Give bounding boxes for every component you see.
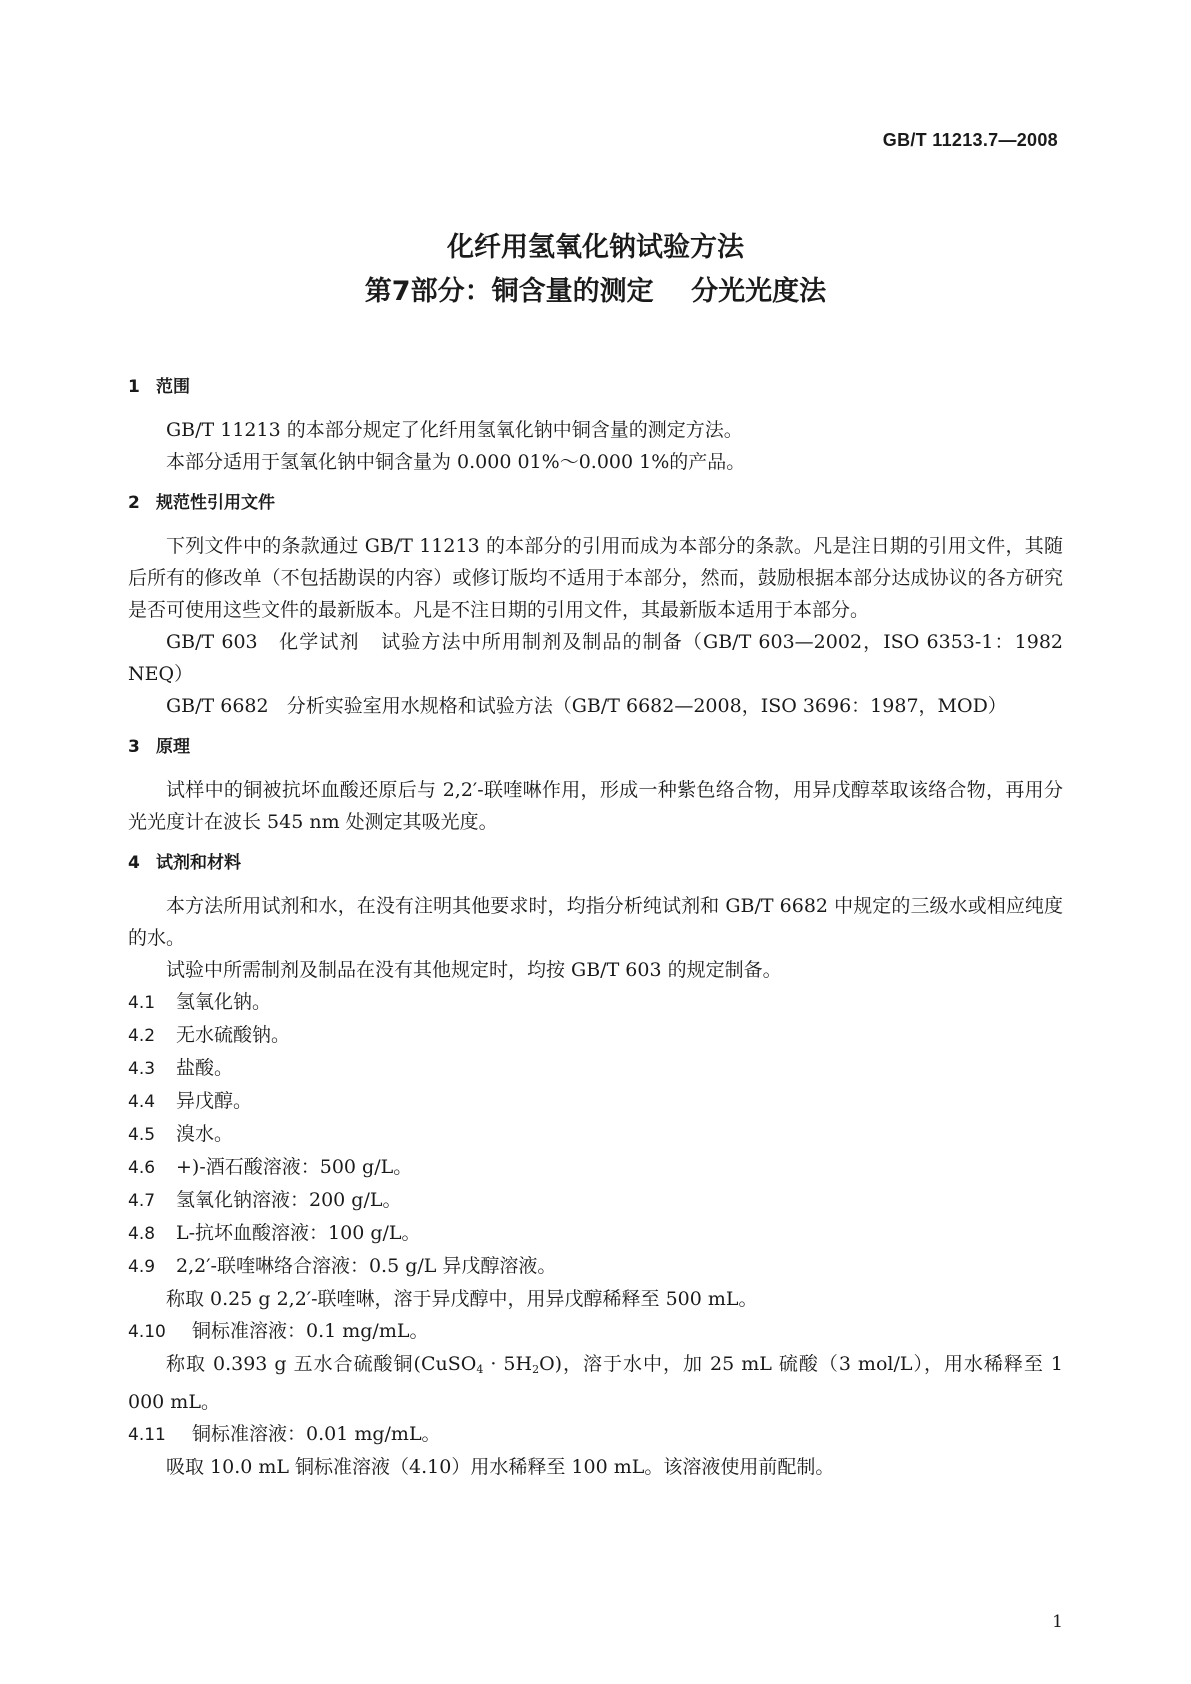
detail-text: O)，溶于水中，加 25 mL 硫酸（3 mol/L），用水稀释至 1 000 mL。 <box>128 1353 1063 1413</box>
item-detail: 吸取 10.0 mL 铜标准溶液（4.10）用水稀释至 100 mL。该溶液使用前配制。 <box>166 1456 835 1478</box>
list-item <box>128 1217 1063 1250</box>
section-2-heading <box>128 488 1063 518</box>
paragraph: 本部分适用于氢氧化钠中铜含量为 0.000 01%～0.000 1%的产品。 <box>166 451 746 473</box>
section-title: 试剂和材料 <box>156 853 241 873</box>
item-text: +)-酒石酸溶液：500 g/L。 <box>176 1156 413 1178</box>
section-4-heading <box>128 848 1063 878</box>
list-item <box>128 1250 1063 1283</box>
item-number: 4.9 <box>128 1257 156 1277</box>
list-item <box>128 1151 1063 1184</box>
item-detail: 称取 0.25 g 2,2′-联喹啉，溶于异戊醇中，用异戊醇稀释至 500 mL。 <box>166 1288 758 1310</box>
normative-reference-2: GB/T 6682 分析实验室用水规格和试验方法（GB/T 6682—2008，ISO 3696：1987，MOD） <box>166 695 1007 717</box>
item-number: 4.5 <box>128 1125 156 1145</box>
item-text: 异戊醇。 <box>176 1090 253 1112</box>
subscript: 2 <box>532 1363 540 1376</box>
paragraph: 下列文件中的条款通过 GB/T 11213 的本部分的引用而成为本部分的条款。凡是注日期的引用文件，其随后所有的修改单（不包括勘误的内容）或修订版均不适用于本部分，然而，鼓励根据本部分达成协议的各方研究是否可使用这些文件的最新版本。凡是不注日期的引用文件，其最新版本适用于本部分。 <box>128 535 1063 621</box>
list-item <box>128 1019 1063 1052</box>
list-item <box>128 1184 1063 1217</box>
item-number: 4.7 <box>128 1191 156 1211</box>
section-number: 2 <box>128 493 140 513</box>
section-1-heading <box>128 372 1063 402</box>
item-number: 4.2 <box>128 1026 156 1046</box>
paragraph: 试样中的铜被抗坏血酸还原后与 2,2′-联喹啉作用，形成一种紫色络合物，用异戊醇萃取该络合物，再用分光光度计在波长 545 nm 处测定其吸光度。 <box>128 779 1063 833</box>
item-number: 4.10 <box>128 1322 166 1342</box>
item-number: 4.8 <box>128 1224 156 1244</box>
section-3-heading <box>128 732 1063 762</box>
page-number: 1 <box>1052 1612 1063 1632</box>
item-detail <box>128 1348 1063 1418</box>
detail-text: · 5H <box>483 1353 533 1375</box>
paragraph: 本方法所用试剂和水，在没有注明其他要求时，均指分析纯试剂和 GB/T 6682 中规定的三级水或相应纯度的水。 <box>128 895 1063 949</box>
section-number: 3 <box>128 737 140 757</box>
paragraph: GB/T 11213 的本部分规定了化纤用氢氧化钠中铜含量的测定方法。 <box>166 419 743 441</box>
item-text: 无水硫酸钠。 <box>176 1024 291 1046</box>
item-number: 4.4 <box>128 1092 156 1112</box>
section-title: 范围 <box>156 377 190 397</box>
section-title: 原理 <box>156 737 190 757</box>
list-item <box>128 1085 1063 1118</box>
section-number: 1 <box>128 377 140 397</box>
section-title: 规范性引用文件 <box>156 493 275 513</box>
item-number: 4.6 <box>128 1158 156 1178</box>
item-number: 4.11 <box>128 1425 166 1445</box>
item-text: 铜标准溶液：0.01 mg/mL。 <box>192 1423 441 1445</box>
item-text: 氢氧化钠。 <box>176 991 272 1013</box>
standard-code: GB/T 11213.7—2008 <box>882 130 1058 150</box>
item-text: 铜标准溶液：0.1 mg/mL。 <box>192 1320 429 1342</box>
subscript: 4 <box>476 1363 484 1376</box>
item-number: 4.1 <box>128 993 156 1013</box>
document-body <box>128 372 1070 1483</box>
item-text: 2,2′-联喹啉络合溶液：0.5 g/L 异戊醇溶液。 <box>176 1255 557 1277</box>
item-text: 氢氧化钠溶液：200 g/L。 <box>176 1189 402 1211</box>
document-title <box>0 226 1191 314</box>
title-line-2: 第7部分：铜含量的测定 分光光度法 <box>364 276 827 307</box>
paragraph: 试验中所需制剂及制品在没有其他规定时，均按 GB/T 603 的规定制备。 <box>166 959 782 981</box>
section-number: 4 <box>128 853 140 873</box>
list-item <box>128 1418 1063 1451</box>
item-text: 溴水。 <box>176 1123 234 1145</box>
list-item <box>128 986 1063 1019</box>
detail-text: 称取 0.393 g 五水合硫酸铜(CuSO <box>166 1353 477 1375</box>
normative-reference-1: GB/T 603 化学试剂 试验方法中所用制剂及制品的制备（GB/T 603—2002，ISO 6353-1：1982 NEQ） <box>128 631 1070 685</box>
title-line-1: 化纤用氢氧化钠试验方法 <box>447 232 744 263</box>
item-text: L-抗坏血酸溶液：100 g/L。 <box>176 1222 421 1244</box>
item-text: 盐酸。 <box>176 1057 234 1079</box>
list-item <box>128 1315 1063 1348</box>
item-number: 4.3 <box>128 1059 156 1079</box>
list-item <box>128 1118 1063 1151</box>
list-item <box>128 1052 1063 1085</box>
